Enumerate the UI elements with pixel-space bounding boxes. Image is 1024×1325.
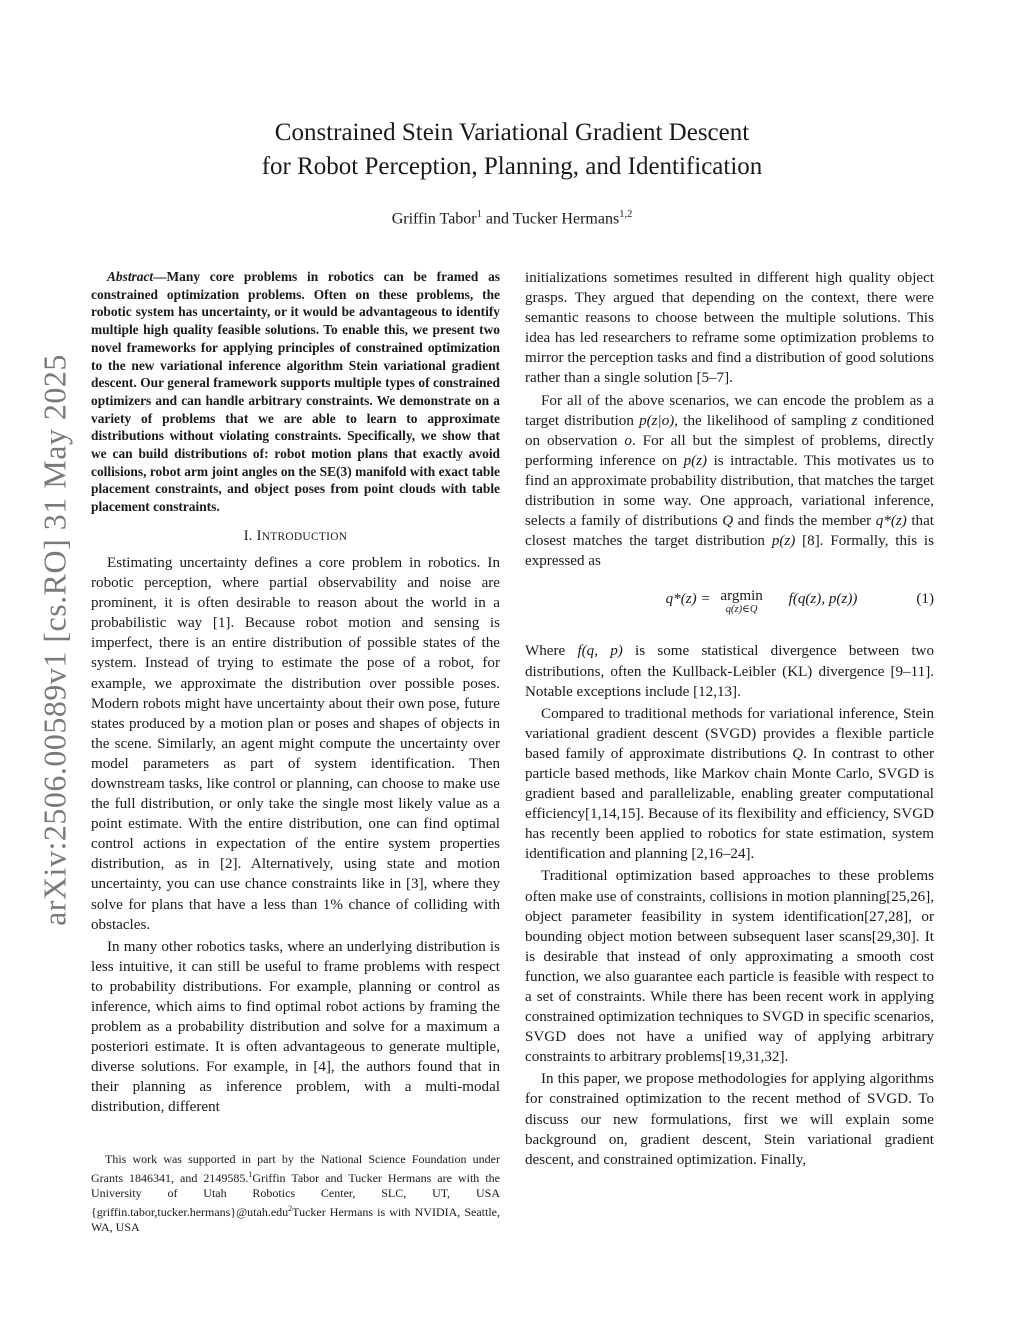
intro-paragraph: Estimating uncertainty defines a core problem in robotics. In robotic perception, where partial observability and noise are prominent, it is often desirable to reason about the world in a probabilistic way [1]. Because robot motion and sensing is imperfect, there is an entire distribution of possible states of the system. Instead of trying to estimate the pose of a robot, for example, we approximate the distribution over possible poses. Modern robots might have uncertainty about their own pose, future states produced by a motion plan or poses and shapes of objects in the scene. Similarly, an agent might compute the uncertainty over model parameters as part of system identification. Then downstream tasks, like control or planning, can choose to make use the full distribution, or only take the single most likely value as a point estimate. With the entire distribution, one can find optimal control actions in expectation of the entire system properties distribution, as in [2]. Alternatively, using state and motion uncertainty, you can use chance constraints like in [3], where they solve for plans that have a less than 1% chance of colliding with obstacles. [91, 554, 500, 933]
body-paragraph: Traditional optimization based approaches to these problems often make use of constraints, collisions in motion planning[25,26], object parameter feasibility in system identification[27,28], or bounding object motion between subsequent laser scans[29,30]. It is desirable that instead of only approximating a smooth cost function, we also guarantee each particle is feasible with respect to a set of constraints. While there has been recent work in applying constrained optimization techniques to SVGD in specific scenarios, SVGD does not have a unified way of applying arbitrary constraints to arbitrary problems[19,31,32]. [525, 868, 934, 1066]
author-name: Griffin Tabor [391, 210, 477, 228]
title-line-1: Constrained Stein Variational Gradient Descent [274, 119, 750, 146]
body-paragraph: For all of the above scenarios, we can encode the problem as a target distribution p(z|o), the likelihood of sampling z conditioned on observation o. For all but the simplest of problems, directly performing inference on p(z) is intractable. This motivates us to find an approximate probability distribution, that matches the target distribution in some way. One approach, variational inference, selects a family of distributions Q and finds the member q*(z) that closest matches the target distribution p(z) [8]. Formally, this is expressed as [525, 392, 934, 570]
abstract-dash: — [153, 269, 167, 284]
math-inline: q*(z) [875, 513, 907, 530]
left-column [91, 268, 500, 1120]
right-column [525, 268, 934, 1172]
abstract-text: Many core problems in robotics can be framed as constrained optimization problems. Often on these problems, the robotic system has uncertainty, or it would be advantageous to identify multiple high quality feasible solutions. To enable this, we present two novel frameworks for applying principles of constrained optimization to the new variational inference algorithm Stein variational gradient descent. Our general framework supports multiple types of constrained optimizers and can handle arbitrary constraints. We demonstrate on a variety of problems that we are able to learn to approximate distributions without violating constraints. Specifically, we show that we can build distributions of: robot motion plans that exactly avoid collisions, robot arm joint angles on the SE(3) manifold with exact table placement constraints, and object poses from point clouds with table placement constraints. [91, 269, 500, 515]
intro-paragraph: In many other robotics tasks, where an underlying distribution is less intuitive, it can still be useful to frame problems with respect to probability distributions. For example, planning or control as inference, which aims to find optimal robot actions by framing the problem as a probability distribution and solve for a maximum a posteriori estimate. It is often advantageous to generate multiple, diverse solutions. For example, in [4], the authors found that in their planning as inference problem, with a multi-modal distribution, different [91, 938, 500, 1116]
equation-number: (1) [916, 591, 934, 608]
author-list [0, 209, 1024, 228]
math-inline: f(q, p) [577, 643, 623, 660]
math-inline: o [624, 432, 632, 449]
section-heading-introduction: I. INTRODUCTION [243, 527, 348, 544]
equation-rhs: f(q(z), p(z)) [788, 591, 858, 608]
author-joiner: and [481, 210, 513, 228]
math-inline: p(z|o) [639, 412, 675, 429]
math-inline: z [851, 412, 858, 429]
equation-lhs: q*(z) = [665, 591, 711, 608]
author-affiliation-mark: 1,2 [619, 209, 633, 220]
abstract-label: Abstract [107, 269, 154, 284]
argmin-subscript: q(z)∈Q [725, 604, 758, 616]
body-paragraph: In this paper, we propose methodologies for applying algorithms for constrained optimization to the recent method of SVGD. To discuss our new formulations, first we will explain some background on, gradient descent, Stein variational gradient descent, and constrained optimization. Finally, [525, 1071, 934, 1168]
abstract [91, 268, 500, 516]
body-paragraph: Where f(q, p) is some statistical divergence between two distributions, often the Kullback-Leibler (KL) divergence [9–11]. Notable exceptions include [12,13]. [525, 643, 934, 700]
author-affiliation-mark: 1 [476, 209, 482, 220]
footnote: This work was supported in part by the National Science Foundation under Grants 1846341, and 2149585.$^1$Griffin Tabor and Tucker Hermans are with the University of Utah Robotics Center, SLC, UT, USA {griffin.tabor,tucker.hermans}@utah.edu$^2$Tucker Hermans is with NVIDIA, Seattle, WA, USA [91, 1152, 500, 1235]
math-inline: p(z) [683, 452, 708, 469]
equation-1 [525, 589, 934, 625]
body-paragraph: initializations sometimes resulted in different high quality object grasps. They argued that depending on the context, there were semantic reasons to choose between the multiple solutions. This idea has led researchers to reframe some optimization problems to mirror the perception tasks and find a distribution of good solutions rather than a single solution [5–7]. [525, 270, 934, 387]
math-inline: Q [792, 745, 804, 762]
arxiv-identifier-stamp[interactable]: arXiv:2506.00589v1 [cs.RO] 31 May 2025 [36, 354, 73, 926]
argmin-operator: argmin q(z)∈Q [720, 588, 763, 616]
math-inline: p(z) [771, 533, 796, 550]
body-paragraph: Compared to traditional methods for variational inference, Stein variational gradient descent (SVGD) provides a flexible particle based family of approximate distributions Q. In contrast to other particle based methods, like Markov chain Monte Carlo, SVGD is gradient based and parallelizable, enabling greater computational efficiency[1,14,15]. Because of its flexibility and efficiency, SVGD has recently been applied to robotics for state estimation, system identification and planning [2,16–24]. [525, 705, 934, 863]
author-name: Tucker Hermans [512, 210, 620, 228]
title-line-2: for Robot Perception, Planning, and Identification [261, 153, 763, 180]
paper-title [0, 116, 1024, 184]
math-inline: Q [722, 513, 734, 530]
